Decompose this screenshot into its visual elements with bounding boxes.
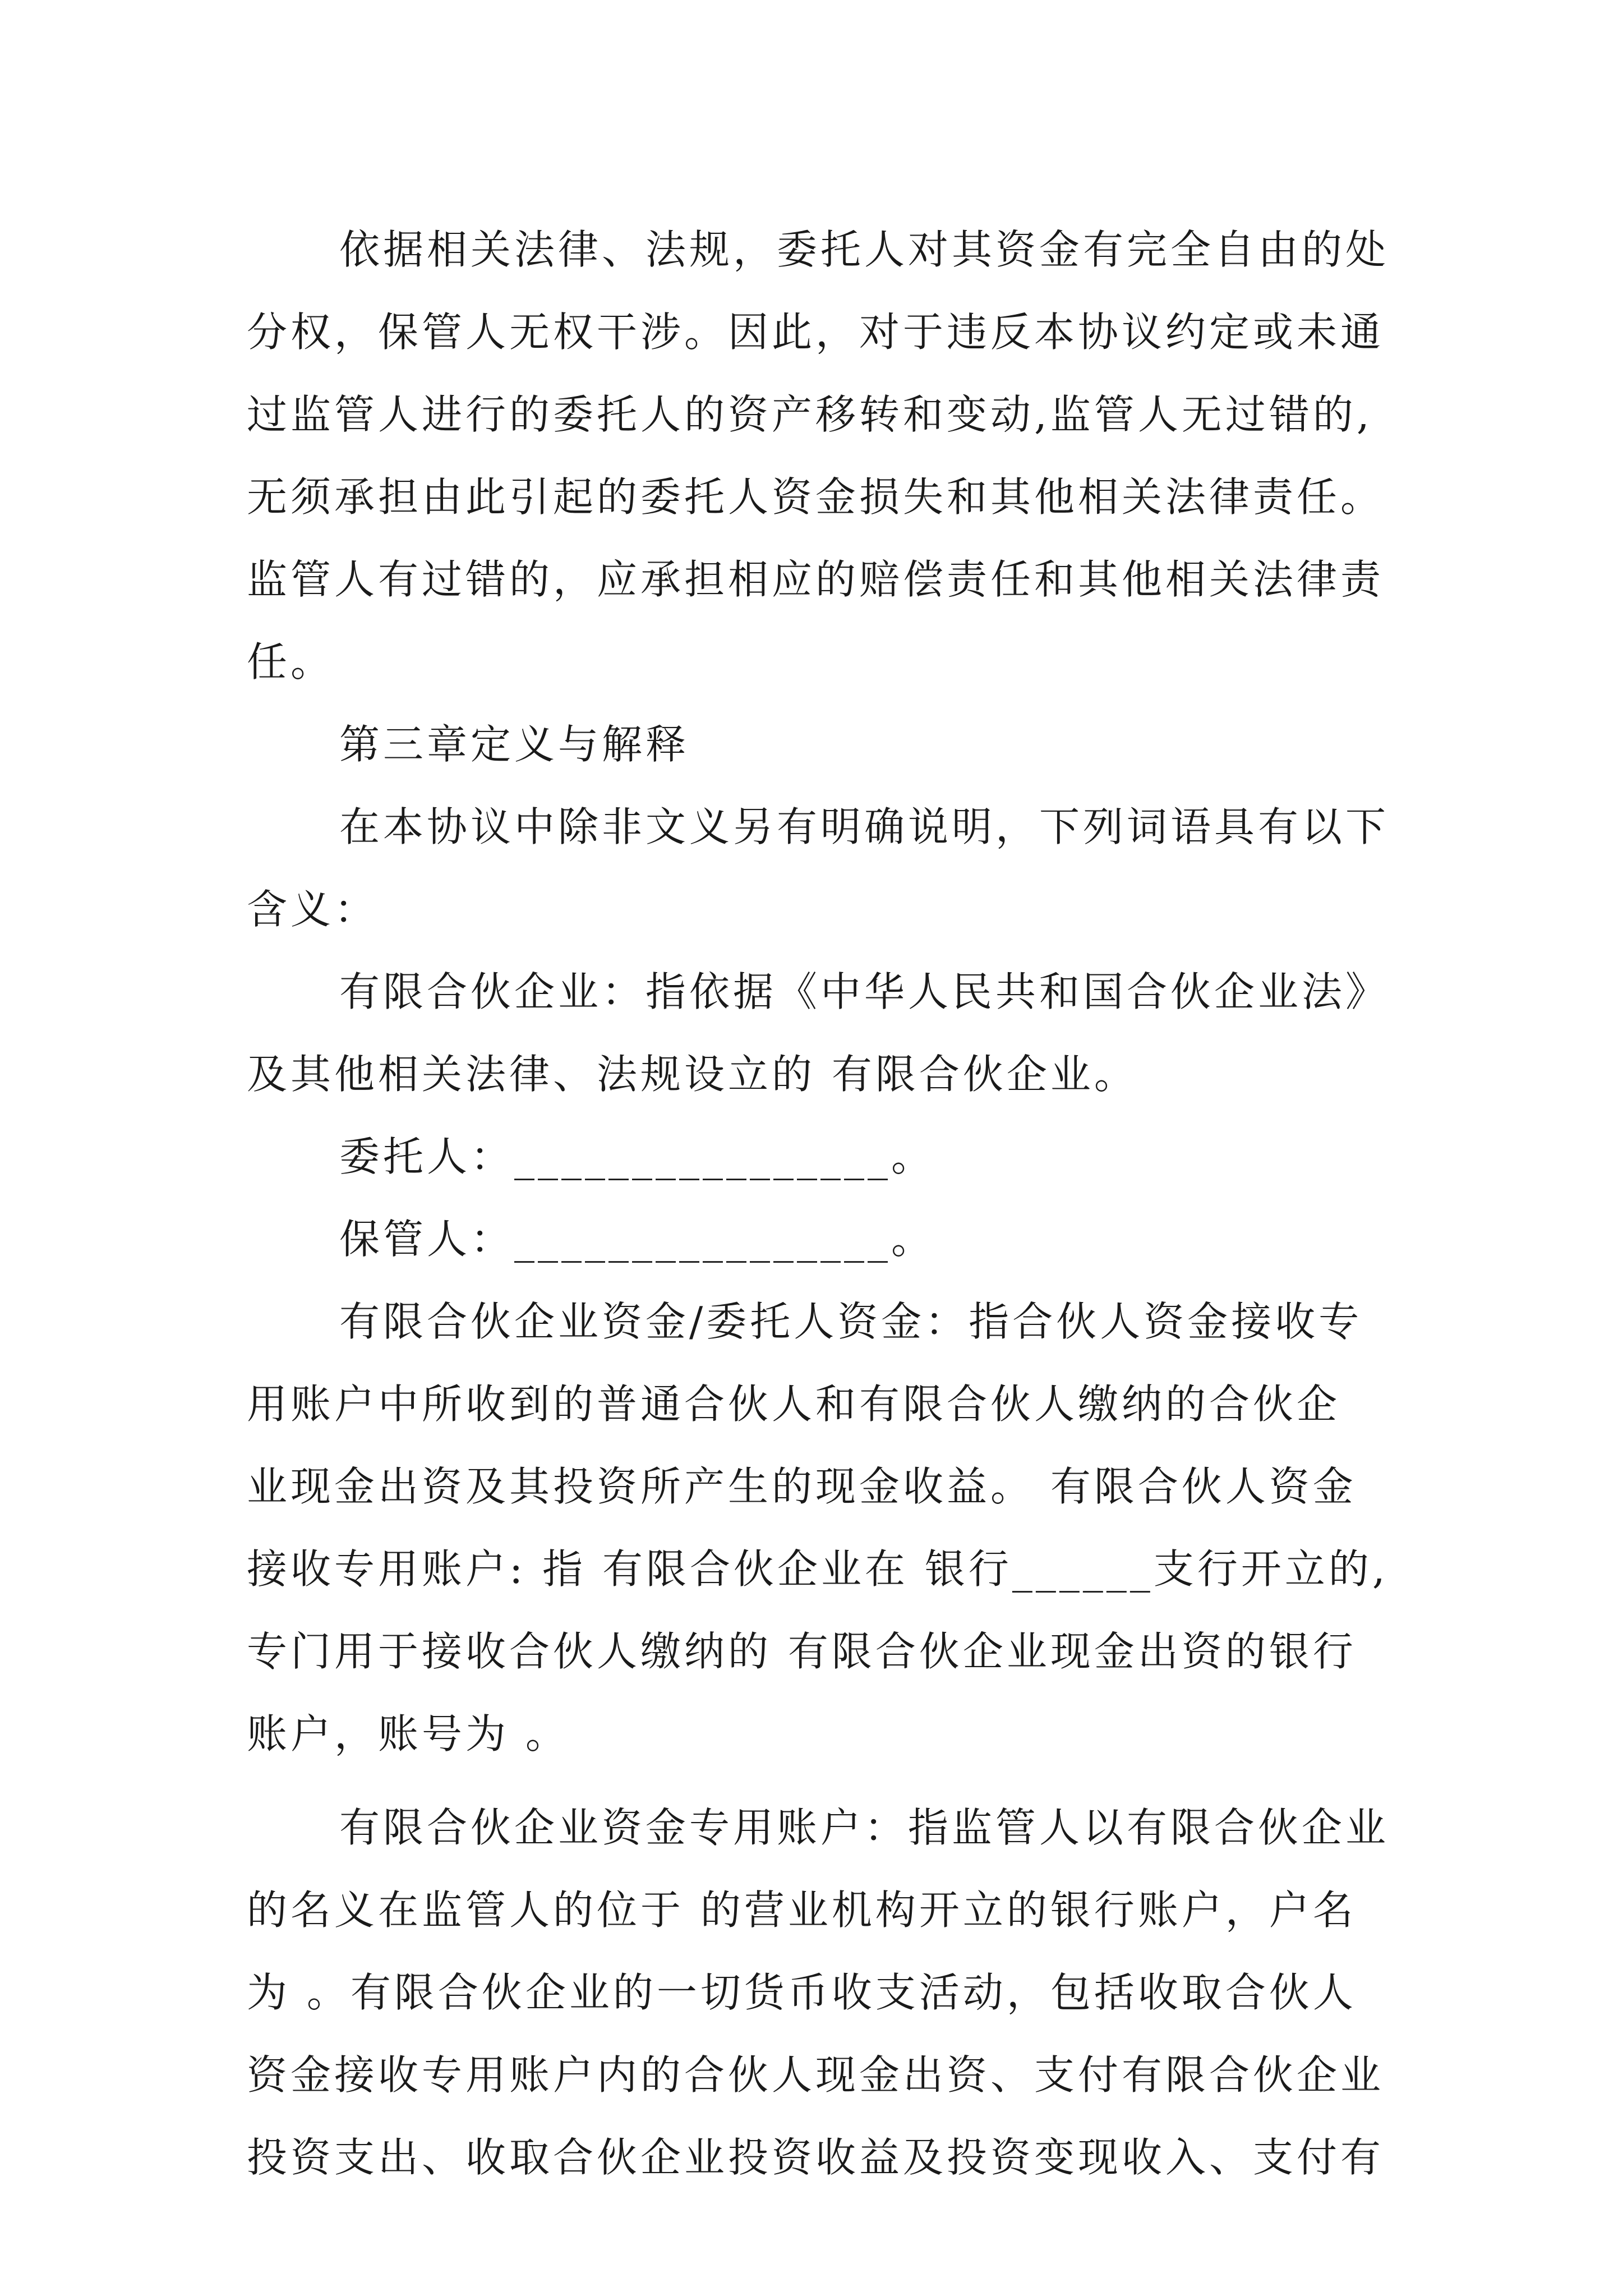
definition-trustor: 委托人：________________。 [339, 1133, 935, 1180]
chapter-heading: 第三章定义与解释 [339, 721, 690, 768]
text-line: 监管人有过错的，应承担相应的赔偿责任和其他相关法律责 [247, 556, 1385, 603]
text-line: 依据相关法律、法规，委托人对其资金有完全自由的处 [339, 226, 1390, 273]
document-body [247, 209, 1441, 2199]
definition-line: 有限合伙企业：指依据《中华人民共和国合伙企业法》 [339, 968, 1390, 1015]
paragraph-gap [247, 1775, 1441, 1787]
text-line: 用账户中所收到的普通合伙人和有限合伙人缴纳的合伙企 [247, 1381, 1341, 1428]
text-line: 接收专用账户: 指 有限合伙企业在 银行______支行开立的, [247, 1545, 1389, 1593]
text-line: 账户，账号为 。 [247, 1710, 569, 1757]
text-line: 任。 [247, 638, 335, 685]
text-line: 及其他相关法律、法规设立的 有限合伙企业。 [247, 1051, 1138, 1098]
definition-line: 有限合伙企业资金/委托人资金：指合伙人资金接收专 [339, 1298, 1363, 1345]
text-line: 投资支出、收取合伙企业投资收益及投资变现收入、支付有 [247, 2134, 1385, 2181]
text-line: 含义： [247, 886, 379, 933]
text-line: 分权，保管人无权干涉。因此，对于违反本协议约定或未通 [247, 309, 1385, 356]
text-line: 在本协议中除非文义另有明确说明，下列词语具有以下 [339, 803, 1390, 850]
text-line: 无须承担由此引起的委托人资金损失和其他相关法律责任。 [247, 473, 1385, 521]
text-line: 为 。有限合伙企业的一切货币收支活动，包括收取合伙人 [247, 1969, 1357, 2016]
text-line: 业现金出资及其投资所产生的现金收益。 有限合伙人资金 [247, 1463, 1357, 1510]
definition-line: 有限合伙企业资金专用账户：指监管人以有限合伙企业 [339, 1804, 1390, 1851]
text-line: 的名义在监管人的位于 的营业机构开立的银行账户，户名 [247, 1887, 1357, 1934]
text-line: 过监管人进行的委托人的资产移转和变动,监管人无过错的, [247, 391, 1373, 438]
text-line: 资金接收专用账户内的合伙人现金出资、支付有限合伙企业 [247, 2051, 1385, 2099]
definition-custodian: 保管人：________________。 [339, 1216, 935, 1263]
text-line: 专门用于接收合伙人缴纳的 有限合伙企业现金出资的银行 [247, 1628, 1357, 1675]
